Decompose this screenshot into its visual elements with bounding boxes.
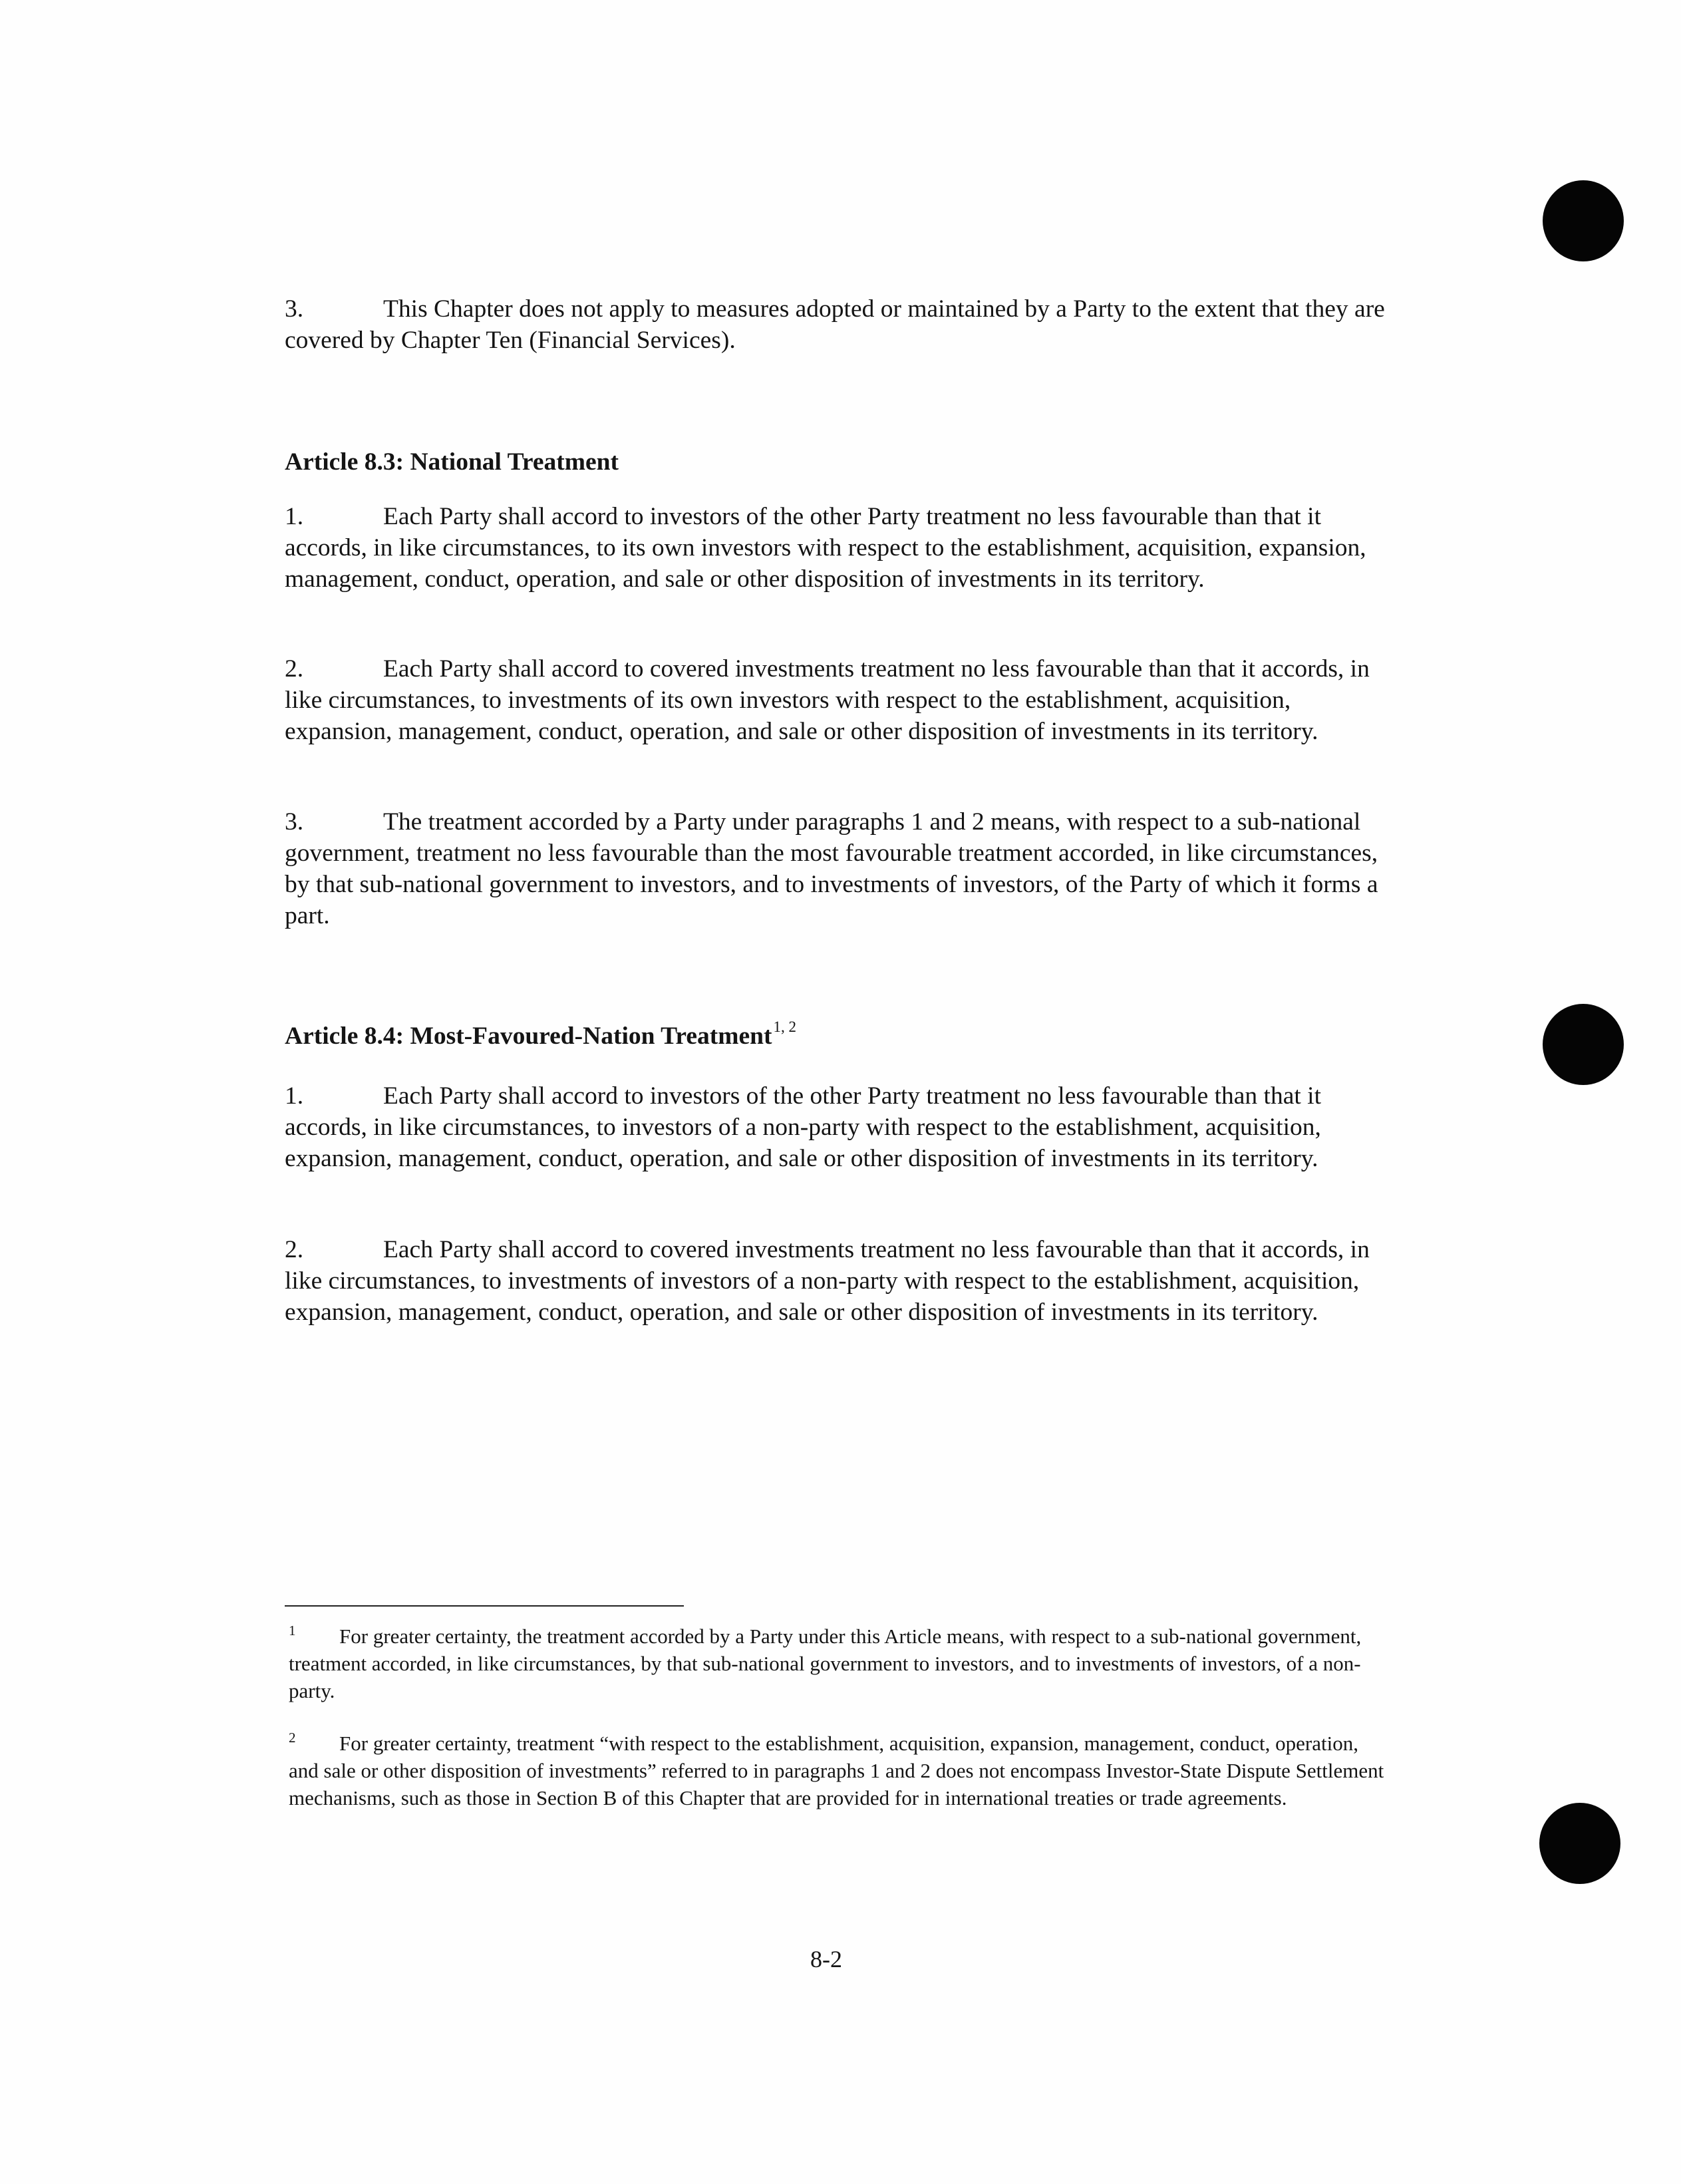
footnote-text: For greater certainty, treatment “with respect to the establishment, acquisition, expansion, management, conduct, operation, and sale or other disposition of investments” referred to in paragraphs 1 and 2 does not encompass Investor-State Dispute Settlement mechanisms, such as those in Section B of this Chapter that are provided for in international treaties or trade agreements. — [289, 1732, 1384, 1809]
paragraph-text: This Chapter does not apply to measures adopted or maintained by a Party to the extent that they are covered by Chapter Ten (Financial Services). — [285, 295, 1385, 354]
chapter-scope-paragraph — [285, 293, 1389, 356]
article-8-4-heading: Article 8.4: Most-Favoured-Nation Treatment — [285, 1022, 772, 1050]
article-8-3-paragraph-3 — [285, 806, 1389, 931]
paragraph-number: 3. — [285, 808, 304, 836]
paragraph-text: The treatment accorded by a Party under paragraphs 1 and 2 means, with respect to a sub-national government, treatment no less favourable than the most favourable treatment accorded, in like circumstances, by that sub-national government to investors, and to investments of investors, of the Party of which it forms a part. — [285, 808, 1378, 929]
footnote-2: 2 For greater certainty, treatment “with respect to the establishment, acquisition, expansion, management, conduct, operation, and sale or other disposition of investments” referred to in paragraphs 1 and 2 does not encompass Investor-State Dispute Settlement mechanisms, such as those in Section B of this Chapter that are provided for in international treaties or trade agreements. — [289, 1730, 1384, 1809]
paragraph-number: 1. — [285, 1082, 304, 1110]
paragraph-text: Each Party shall accord to investors of the other Party treatment no less favourable than that it accords, in like circumstances, to its own investors with respect to the establishment, acquisition, expansion, management, conduct, operation, and sale or other disposition of investments in its territory. — [285, 503, 1366, 593]
paragraph-text: Each Party shall accord to covered investments treatment no less favourable than that it accords, in like circumstances, to investments of its own investors with respect to the establishment, acquisition, expansion, management, conduct, operation, and sale or other disposition of investments in its territory. — [285, 655, 1370, 745]
paragraph-text: Each Party shall accord to investors of the other Party treatment no less favourable than that it accords, in like circumstances, to investors of a non-party with respect to the establishment, acquisition, expansion, management, conduct, operation, and sale or other disposition of investments in its territory. — [285, 1082, 1321, 1172]
article-8-3-heading: Article 8.3: National Treatment — [285, 448, 619, 476]
footnote-divider — [285, 1605, 684, 1607]
article-8-3-section — [285, 446, 1389, 478]
paragraph-number: 2. — [285, 1236, 304, 1263]
article-8-4-paragraph-1 — [285, 1080, 1389, 1174]
paragraph-number: 1. — [285, 503, 304, 530]
footnote-text: For greater certainty, the treatment accorded by a Party under this Article means, with respect to a sub-national government, treatment accorded, in like circumstances, by that sub-national government to investors, and to investments of investors, of a non-party. — [289, 1625, 1362, 1702]
punch-hole-top — [1543, 180, 1624, 261]
article-8-4-paragraph-2 — [285, 1234, 1389, 1328]
paragraph-number: 2. — [285, 655, 304, 683]
punch-hole-middle — [1543, 1004, 1624, 1085]
article-8-3-paragraph-1 — [285, 501, 1389, 595]
paragraph-text: Each Party shall accord to covered investments treatment no less favourable than that it accords, in like circumstances, to investments of investors of a non-party with respect to the establishment, acquisition, expansion, management, conduct, operation, and sale or other disposition of investments in its territory. — [285, 1236, 1370, 1326]
footnote-reference[interactable]: 1, 2 — [773, 1018, 796, 1035]
article-8-4-section — [285, 1020, 1389, 1052]
article-8-3-paragraph-2 — [285, 653, 1389, 747]
punch-hole-bottom — [1539, 1803, 1620, 1884]
page-number: 8-2 — [810, 1946, 842, 1972]
paragraph-number: 3. — [285, 295, 304, 323]
footnote-1: 1 For greater certainty, the treatment accorded by a Party under this Article means, with respect to a sub-national government, treatment accorded, in like circumstances, by that sub-national government to investors, and to investments of investors, of a non-party. — [289, 1623, 1362, 1702]
